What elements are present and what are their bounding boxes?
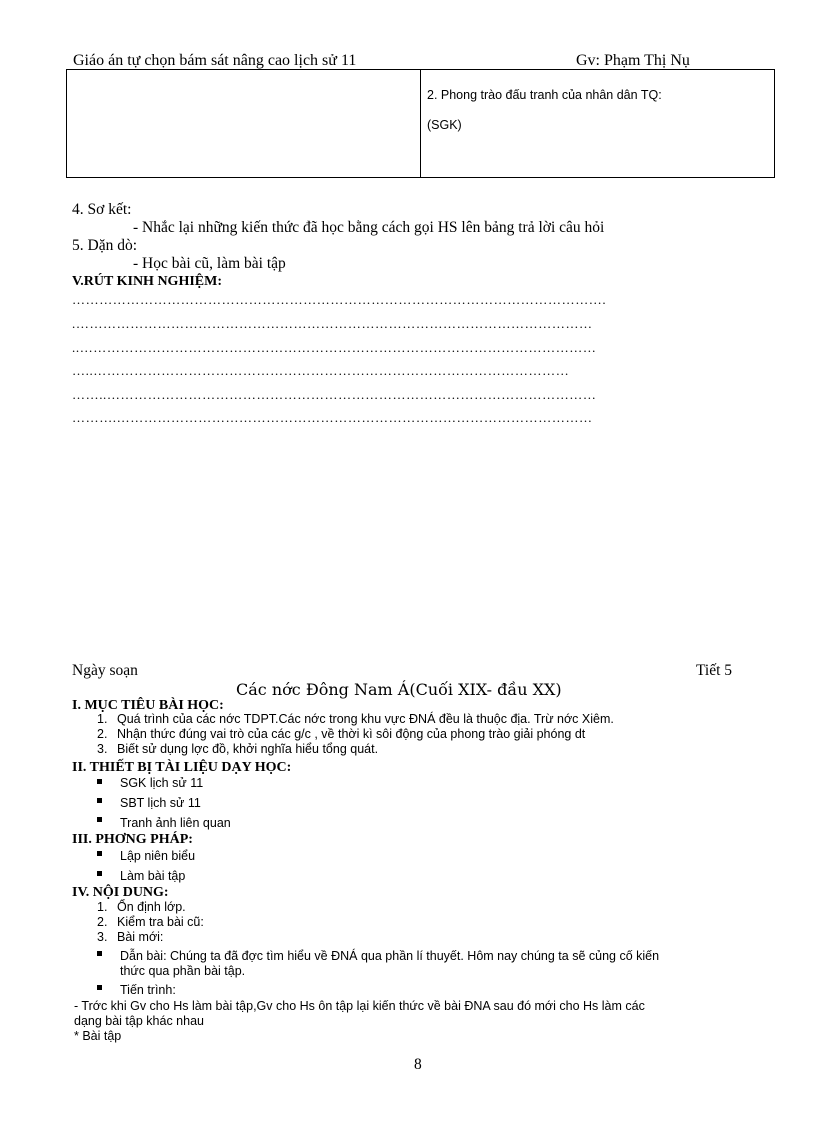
section-objectives: I. MỤC TIÊU BÀI HỌC:: [72, 698, 224, 713]
item-text: Ổn định lớp.: [117, 900, 186, 914]
item-number: 1.: [97, 900, 108, 914]
section-methods: III. PHƠNG PHÁP:: [72, 832, 193, 847]
item-number: 2.: [97, 915, 108, 929]
list-item: [97, 900, 186, 914]
process-label: Tiến trình:: [120, 983, 176, 997]
bullet-icon: [97, 871, 102, 876]
content-table: [66, 69, 775, 178]
homework-heading: 5. Dặn dò:: [72, 237, 138, 254]
bullet-icon: [97, 851, 102, 856]
dot-line: ……….……………………………………………………………………………………………: [72, 410, 593, 425]
lesson-title: Các nớc Đông Nam Á(Cuối XIX- đầu XX): [236, 680, 562, 699]
dot-line: ……………………………………………………………………………………………………….: [72, 292, 607, 307]
item-text: Kiểm tra bài cũ:: [117, 915, 204, 929]
header-right: Gv: Phạm Thị Nụ: [576, 52, 690, 69]
date-label: Ngày soạn: [72, 662, 138, 679]
bullet-icon: [97, 951, 102, 956]
section-content: IV. NỘI DUNG:: [72, 885, 169, 900]
experience-heading: V.RÚT KINH NGHIỆM:: [72, 274, 223, 289]
paragraph-line: - Trớc khi Gv cho Hs làm bài tập,Gv cho Hs ôn tập lại kiến thức về bài ĐNA sau đó mới cho Hs làm các: [74, 999, 645, 1013]
period-label: Tiết 5: [696, 662, 733, 679]
dot-line: .……………………………………………………………………………………………………: [72, 316, 593, 331]
list-item: [97, 930, 163, 944]
item-text: Biết sử dụng lợc đồ, khởi nghĩa hiểu tổng quát.: [117, 742, 379, 756]
header-left: Giáo án tự chọn bám sát nâng cao lịch sử 11: [73, 52, 357, 69]
item-number: 3.: [97, 742, 108, 756]
dot-line: ..……………………………………………………………………………………………………: [72, 340, 597, 355]
bullet-icon: [97, 779, 102, 784]
table-right-line1: 2. Phong trào đấu tranh của nhân dân TQ:: [427, 88, 662, 102]
intro-line: Dẫn bài: Chúng ta đã đợc tìm hiểu về ĐNÁ qua phần lí thuyết. Hôm nay chúng ta sẽ củng cố kiến: [120, 949, 660, 963]
item-number: 1.: [97, 712, 108, 726]
dot-line: …..……………………………………………………………………………………………: [72, 363, 570, 378]
item-number: 3.: [97, 930, 108, 944]
list-item: SBT lịch sử 11: [120, 796, 201, 810]
list-item: Làm bài tập: [120, 869, 186, 883]
list-item: [97, 742, 378, 756]
homework-item: - Học bài cũ, làm bài tập: [133, 255, 286, 272]
paragraph-line: dạng bài tập khác nhau: [74, 1014, 204, 1028]
summary-item: - Nhắc lại những kiến thức đã học bằng cách gọi HS lên bảng trả lời câu hỏi: [133, 219, 605, 236]
intro-line: thức qua phần bài tập.: [120, 964, 246, 978]
summary-heading: 4. Sơ kết:: [72, 201, 132, 218]
item-text: Bài mới:: [117, 930, 164, 944]
exercise-label: * Bài tập: [74, 1029, 122, 1043]
list-item: [97, 915, 204, 929]
bullet-icon: [97, 798, 102, 803]
bullet-icon: [97, 817, 102, 822]
section-materials: II. THIẾT BỊ TÀI LIỆU DẠY HỌC:: [72, 760, 292, 775]
page-number: 8: [414, 1056, 422, 1073]
list-item: [97, 727, 585, 741]
item-text: Nhận thức đúng vai trò của các g/c , về thời kì sôi động của phong trào giải phóng dt: [117, 727, 586, 741]
item-text: Quá trình của các nớc TDPT.Các nớc trong khu vực ĐNÁ đều là thuộc địa. Trừ nớc Xiêm.: [117, 712, 614, 726]
list-item: [97, 712, 614, 726]
table-divider: [420, 70, 421, 177]
list-item: SGK lịch sử 11: [120, 776, 204, 790]
bullet-icon: [97, 985, 102, 990]
list-item: Lập niên biểu: [120, 849, 196, 863]
list-item: Tranh ảnh liên quan: [120, 816, 231, 830]
dot-line: ……..………………………………………………………………………………………………: [72, 387, 597, 402]
table-right-line2: (SGK): [427, 118, 462, 132]
item-number: 2.: [97, 727, 108, 741]
